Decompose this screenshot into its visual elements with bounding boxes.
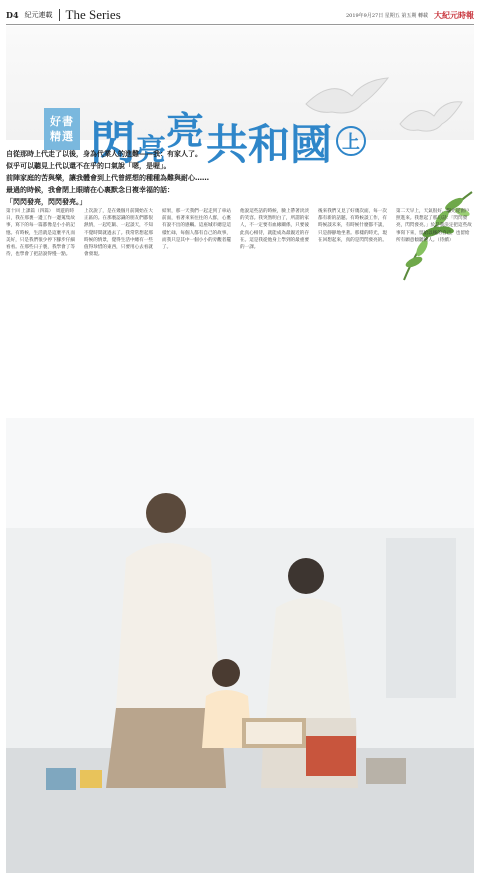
intro-line: 最過的時候，我會閉上眼睛在心裏默念日複幸福的話： [6, 186, 174, 194]
page-header [6, 8, 474, 22]
header-divider [6, 24, 474, 25]
series-title: The Series [59, 9, 121, 21]
featured-book-badge: 好書 精選 [44, 108, 80, 150]
issue-date: 2019年9月27日 星期五 第五期 轉載 [345, 12, 428, 19]
text-column: 上次說了，是在幾個月前開始在大正區的。在那裏認識的朋友們都很熱情，一起吃飯、一起談天，不知不覺時間就過去了。我常常想起那時候的情景，覺得生活中總有一些值得珍惜的東西，只要用心去看就會發現。 [84, 209, 153, 258]
publication-logo: 大紀元時報 [434, 9, 474, 20]
intro-line: 「閃閃發亮，閃閃發亮。」 [6, 198, 87, 206]
intro-line: 前陣家庭的苦與樂，讓我體會到上代曾經想的種種為難與耐心…… [6, 174, 209, 182]
article-intro [6, 148, 306, 208]
text-column: 結果，那一天我們一起走到了車站前面，看著來來往往的人群，心裏有說不出的感觸。這座城市總是這樣忙碌，每個人都有自己的故事，而我只是其中一個小小的旁觀者罷了。 [162, 209, 231, 251]
volume-marker: 上 [336, 126, 366, 156]
text-column: 他說這些話的時候，臉上帶著淡淡的笑容。我突然明白了，所謂的家人，不一定要有血緣關係，只要彼此真心相待，就能成為最親近的存在。這是我從他身上學到的最重要的一課。 [240, 209, 309, 251]
title-char: 亮 [166, 108, 205, 153]
intro-line: 自從那時上代走了以後，身為代業人的進難——我：有家人了。 [6, 150, 202, 158]
title-char: 亮 [136, 133, 166, 168]
section-name: 紀元連載 [24, 11, 53, 19]
page-number: D4 [6, 10, 19, 20]
title-char: 共和國 [206, 120, 333, 169]
family-photo [6, 418, 474, 873]
dove-icon [396, 96, 466, 140]
text-column: 第二天早上，天氣很好，陽光從窗戶照進來。我想起了那句話：「閃閃發亮，閃閃發亮。」於是我決定把這些故事寫下來，留給以後的自己，也留給所有願意傾聽的人。（待續） [396, 209, 472, 243]
text-column: 第十回 上課篇（四篇） 周遊的時日，我在那裏一邊工作一邊蒐集故事，寫下的每一篇都像是小小的記憶。有時候，生活就是這麼平凡而美好，只是我們很少停下腳步仔細看看。在那些日子裏，我學會了等待，也學會了把話說得慢一點。 [6, 209, 75, 258]
text-column: 後來我們又見了好幾次面，每一次都有新的話題。有時候談工作，有時候談未來，有時候什麼都不談，只是靜靜地坐著。那樣的時光，現在回想起來，真的是閃閃發亮的。 [318, 209, 387, 243]
intro-line: 似乎可以聽見上代以還不在乎的口氣說「嗯，是喔」。 [6, 162, 171, 170]
title-char: 閃 [90, 116, 136, 170]
